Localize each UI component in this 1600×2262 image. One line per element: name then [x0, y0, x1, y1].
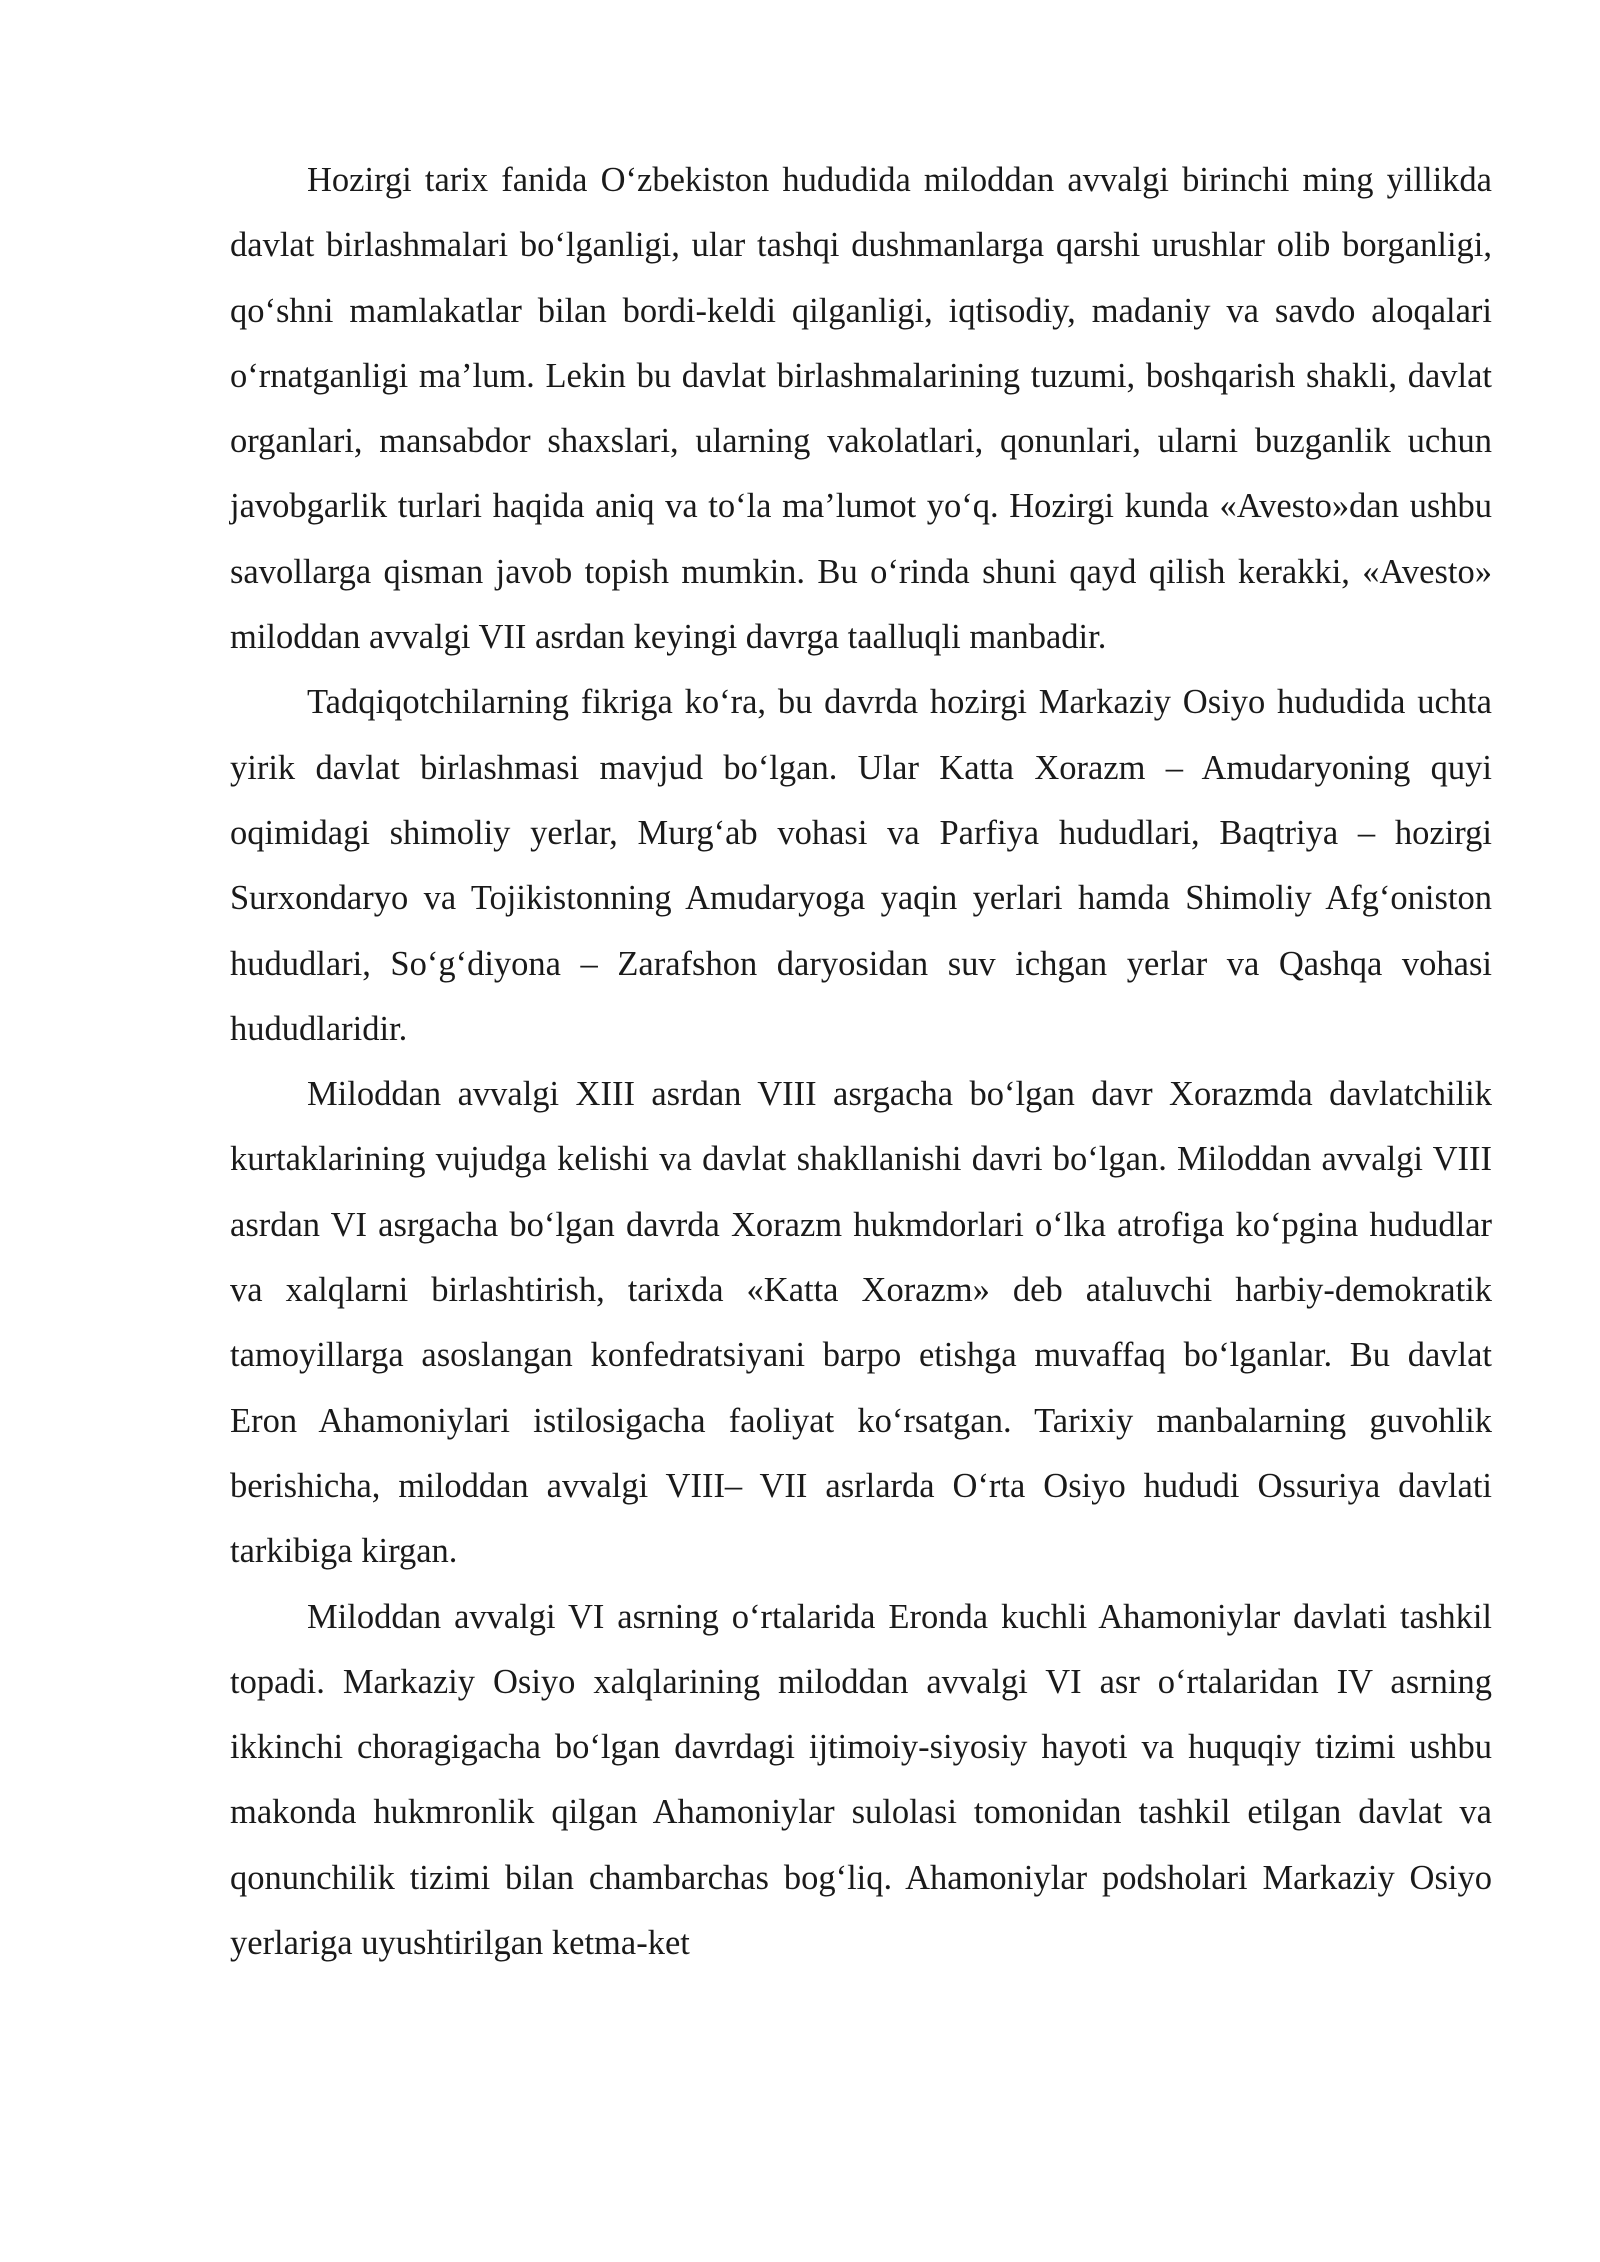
paragraph-4: Miloddan avvalgi VI asrning o‘rtalarida Eronda kuchli Ahamoniylar davlati tashkil topadi. Markaziy Osiyo xalqlarining miloddan avvalgi VI asr o‘rtalaridan IV asrning ikkinchi choragigacha bo‘lgan davrdagi ijtimoiy-siyosiy hayoti va huquqiy tizimi ushbu makonda hukmronlik qilgan Ahamoniylar sulolasi tomonidan tashkil etilgan davlat va qonunchilik tizimi bilan chambarchas bog‘liq. Ahamoniylar podsholari Markaziy Osiyo yerlariga uyushtirilgan ketma-ket	[230, 1597, 1492, 1963]
paragraph-1: Hozirgi tarix fanida O‘zbekiston hududida miloddan avvalgi birinchi ming yillikda davlat birlashmalari bo‘lganligi, ular tashqi dushmanlarga qarshi urushlar olib borganligi, qo‘shni mamlakatlar bilan bordi-keldi qilganligi, iqtisodiy, madaniy va savdo aloqalari o‘rnatganligi ma’lum. Lekin bu davlat birlashmalarining tuzumi, boshqarish shakli, davlat organlari, mansabdor shaxslari, ularning vakolatlari, qonunlari, ularni buzganlik uchun javobgarlik turlari haqida aniq va to‘la ma’lumot yo‘q. Hozirgi kunda «Avesto»dan ushbu savollarga qisman javob topish mumkin. Bu o‘rinda shuni qayd qilish kerakki, «Avesto» miloddan avvalgi VII asrdan keyingi davrga taalluqli manbadir.	[230, 161, 1492, 657]
paragraph-2: Tadqiqotchilarning fikriga ko‘ra, bu davrda hozirgi Markaziy Osiyo hududida uchta yirik davlat birlashmasi mavjud bo‘lgan. Ular Katta Xorazm – Amudaryoning quyi oqimidagi shimoliy yerlar, Murg‘ab vohasi va Parfiya hududlari, Baqtriya – hozirgi Surxondaryo va Tojikistonning Amudaryoga yaqin yerlari hamda Shimoliy Afg‘oniston hududlari, So‘g‘diyona – Zarafshon daryosidan suv ichgan yerlar va Qashqa vohasi hududlaridir.	[230, 683, 1492, 1048]
paragraph-3: Miloddan avvalgi XIII asrdan VIII asrgacha bo‘lgan davr Xorazmda davlatchilik kurtaklarining vujudga kelishi va davlat shakllanishi davri bo‘lgan. Miloddan avvalgi VIII asrdan VI asrgacha bo‘lgan davrda Xorazm hukmdorlari o‘lka atrofiga ko‘pgina hududlar va xalqlarni birlashtirish, tarixda «Katta Xorazm» deb ataluvchi harbiy-demokratik tamoyillarga asoslangan konfedratsiyani barpo etishga muvaffaq bo‘lganlar. Bu davlat Eron Ahamoniylari istilosigacha faoliyat ko‘rsatgan. Tarixiy manbalarning guvohlik berishicha, miloddan avvalgi VIII– VII asrlarda O‘rta Osiyo hududi Ossuriya davlati tarkibiga kirgan.	[230, 1075, 1492, 1571]
body-text	[230, 148, 1492, 1976]
